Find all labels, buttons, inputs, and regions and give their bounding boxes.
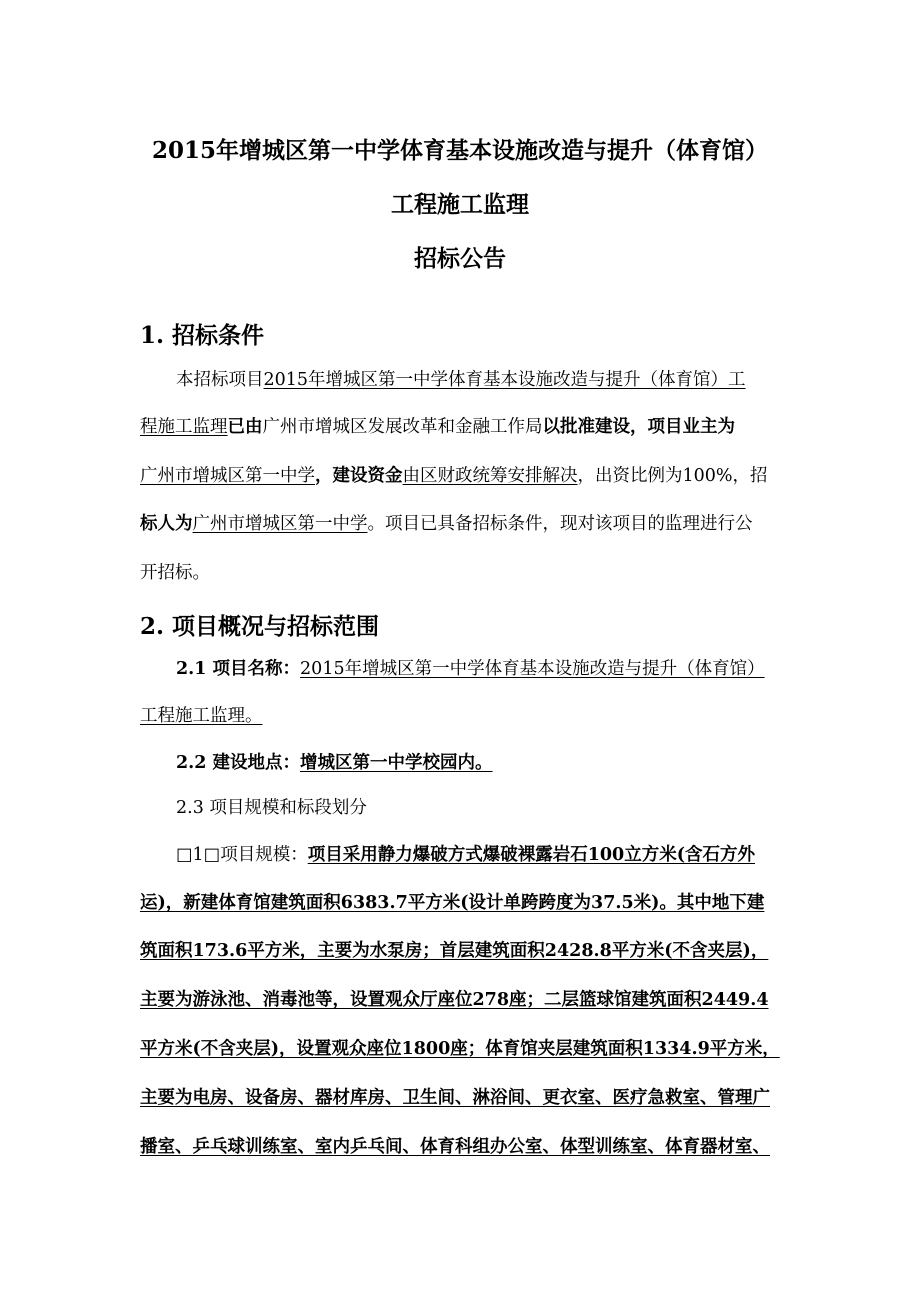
text-run: 本招标项目 bbox=[176, 370, 264, 390]
scale-line-7: 播室、乒乓球训练室、室内乒乓间、体育科组办公室、体型训练室、体育器材室、 bbox=[140, 1137, 770, 1157]
text-run: 。项目已具备招标条件，现对该项目的监理进行公 bbox=[367, 514, 753, 534]
project-owner: 广州市增城区第一中学 bbox=[140, 466, 315, 486]
approval-authority: 广州市增城区发展改革和金融工作局 bbox=[262, 417, 543, 437]
project-name-value-continued: 工程施工监理。 bbox=[140, 706, 263, 726]
text-run: ，出资比例为100%，招 bbox=[577, 466, 768, 486]
tenderer-name: 广州市增城区第一中学 bbox=[192, 514, 368, 534]
item-2-2 bbox=[176, 751, 493, 775]
scale-line-4: 主要为游泳池、消毒池等，设置观众厅座位278座；二层篮球馆建筑面积2449.4 bbox=[140, 990, 769, 1010]
scale-line-2: 运)，新建体育馆建筑面积6383.7平方米(设计单跨跨度为37.5米)。其中地下建 bbox=[140, 893, 765, 913]
document-title-line-2: 工程施工监理 bbox=[391, 191, 529, 218]
item-label: 2.2 建设地点： bbox=[176, 753, 301, 773]
item-label: 2.1 项目名称： bbox=[176, 659, 301, 679]
document-title-line-1: 2015年增城区第一中学体育基本设施改造与提升（体育馆） bbox=[151, 137, 768, 164]
section-2-heading: 2. 项目概况与招标范围 bbox=[140, 613, 380, 640]
scale-line-5: 平方米(不含夹层)，设置观众座位1800座；体育馆夹层建筑面积1334.9平方米， bbox=[140, 1039, 780, 1059]
scale-line-1 bbox=[176, 843, 755, 867]
document-title-line-3: 招标公告 bbox=[414, 245, 506, 272]
section-1-line-2 bbox=[140, 415, 735, 439]
project-name-continued: 程施工监理 bbox=[140, 417, 228, 437]
section-1-line-5: 开招标。 bbox=[140, 563, 210, 583]
construction-location-value: 增城区第一中学校园内。 bbox=[300, 753, 493, 773]
section-1-line-1 bbox=[176, 368, 746, 392]
funding-source: 由区财政统筹安排解决 bbox=[402, 466, 578, 486]
project-name-link: 2015年增城区第一中学体育基本设施改造与提升（体育馆）工 bbox=[263, 370, 746, 390]
item-label: □1□项目规模： bbox=[176, 845, 308, 865]
text-run: 标人为 bbox=[140, 514, 193, 534]
text-run: 已由 bbox=[227, 417, 263, 437]
item-2-1-line-1 bbox=[176, 657, 765, 681]
scale-line-3: 筑面积173.6平方米，主要为水泵房；首层建筑面积2428.8平方米(不含夹层)， bbox=[140, 941, 769, 961]
scale-text: 项目采用静力爆破方式爆破裸露岩石100立方米(含石方外 bbox=[307, 845, 756, 865]
text-run: 以批准建设，项目业主为 bbox=[542, 417, 735, 437]
item-2-1-line-2 bbox=[140, 704, 263, 728]
item-2-3: 2.3 项目规模和标段划分 bbox=[176, 798, 367, 818]
scale-line-6: 主要为电房、设备房、器材库房、卫生间、淋浴间、更衣室、医疗急救室、管理广 bbox=[140, 1088, 770, 1108]
section-1-line-4 bbox=[140, 512, 753, 536]
section-1-line-3 bbox=[140, 464, 768, 488]
text-run: ，建设资金 bbox=[315, 466, 403, 486]
section-1-heading: 1. 招标条件 bbox=[140, 322, 265, 349]
project-name-value: 2015年增城区第一中学体育基本设施改造与提升（体育馆） bbox=[300, 659, 765, 679]
